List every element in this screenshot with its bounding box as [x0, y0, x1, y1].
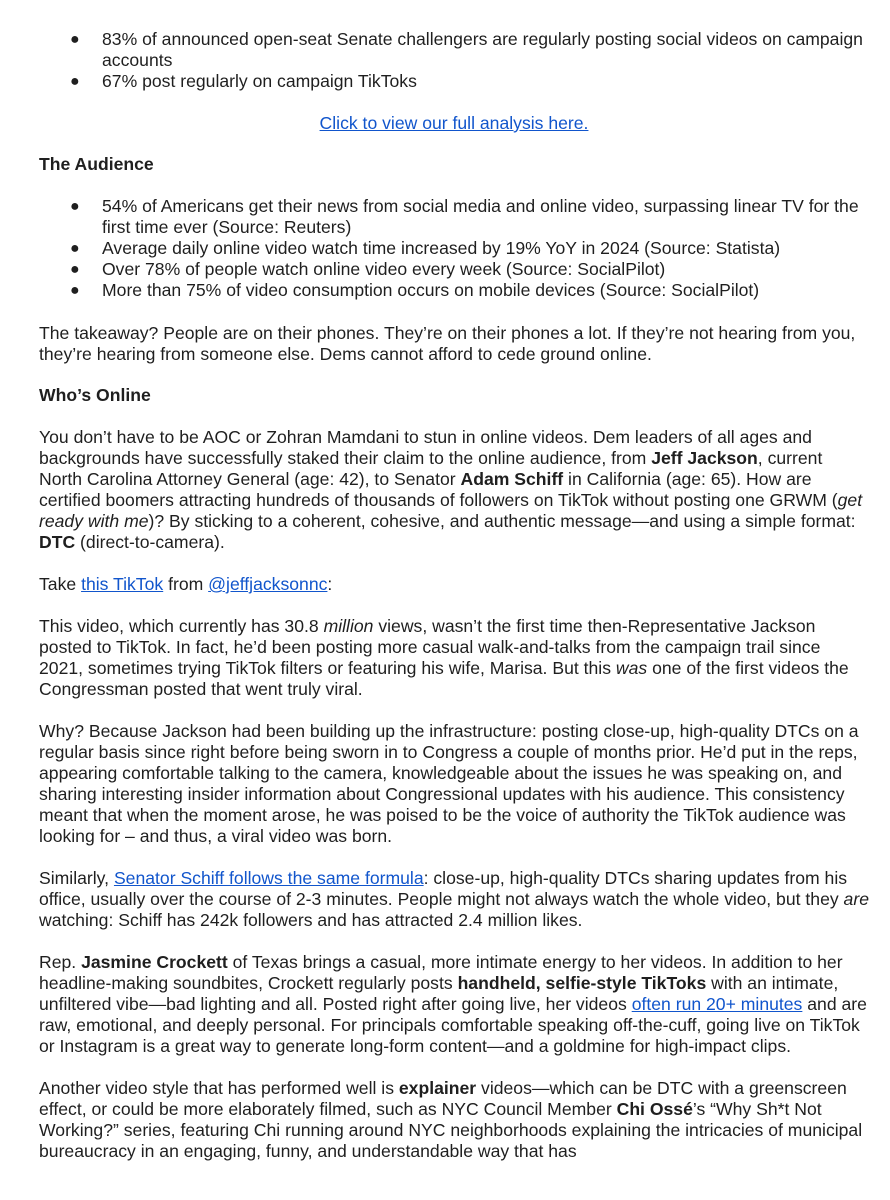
full-analysis-link[interactable]: Click to view our full analysis here.: [319, 113, 589, 133]
often-run-link[interactable]: often run 20+ minutes: [631, 994, 803, 1014]
crockett-paragraph: Rep. Jasmine Crockett of Texas brings a casual, more intimate energy to her videos. In addition to her headline-making soundbites, Crockett regularly posts handheld, selfie-style TikToks with an intimate, unfiltered vibe—bad lighting and all. Posted right after going live, her videos often run 20+ minutes and are raw, emotional, and deeply personal. For principals comfortable speaking off-the-cuff, going live on TikTok or Instagram is a great way to generate long-form content—and a goldmine for high-impact clips.: [39, 952, 867, 1056]
bullet-icon: ●: [70, 261, 80, 278]
bullet-icon: ●: [70, 240, 80, 257]
takeaway-paragraph: The takeaway? People are on their phones. They’re on their phones a lot. If they’re not hearing from you, they’re hearing from someone else. Dems cannot afford to cede ground online.: [39, 323, 856, 364]
bullet-icon: ●: [70, 31, 80, 48]
bullet-icon: ●: [70, 73, 80, 90]
list-item: ● 54% of Americans get their news from social media and online video, surpassing linear TV for the first time ever (Source: Reuters): [70, 196, 859, 237]
list-item: ● Average daily online video watch time increased by 19% YoY in 2024 (Source: Statista): [70, 238, 781, 258]
dtc-term: DTC: [39, 532, 76, 552]
this-tiktok-link[interactable]: this TikTok: [81, 574, 164, 594]
jeffjacksonnc-link[interactable]: @jeffjacksonnc: [208, 574, 328, 594]
intro-paragraph: You don’t have to be AOC or Zohran Mamdani to stun in online videos. Dem leaders of all ages and backgrounds have successfully staked their claim to the online audience, from Jeff Jackson, current North Carolina Attorney General (age: 42), to Senator Adam Schiff in California (age: 65). How are certified boomers attracting hundreds of thousands of followers on TikTok without posting one GRWM (get ready with me)? By sticking to a coherent, cohesive, and authentic message—and using a simple format: DTC (direct-to-camera).: [39, 427, 863, 552]
explainer-paragraph: Another video style that has performed well is explainer videos—which can be DTC with a greenscreen effect, or could be more elaborately filmed, such as NYC Council Member Chi Ossé’s “Why Sh*t Not Working?” series, featuring Chi running around NYC neighborhoods explaining the intricacies of municipal bureaucracy in an engaging, funny, and understandable way that has: [39, 1078, 863, 1161]
audience-list: [39, 196, 869, 301]
list-item: ● More than 75% of video consumption occurs on mobile devices (Source: SocialPilot): [70, 280, 760, 300]
schiff-paragraph: Similarly, Senator Schiff follows the same formula: close-up, high-quality DTCs sharing updates from his office, usually over the course of 2-3 minutes. People might not always watch the whole video, but they are watching: Schiff has 242k followers and has attracted 2.4 million likes.: [39, 868, 869, 930]
audience-heading: The Audience: [39, 154, 154, 174]
infrastructure-paragraph: Why? Because Jackson had been building up the infrastructure: posting close-up, high-quality DTCs on a regular basis since right before being sworn in to Congress a couple of months prior. He’d put in the reps, appearing comfortable talking to the camera, knowledgeable about the issues he was speaking on, and sharing interesting insider information about Congressional updates with his audience. This consistency meant that when the moment arose, he was poised to be the voice of authority the TikTok audience was looking for – and thus, a viral video was born.: [39, 721, 859, 846]
adam-schiff-name: Adam Schiff: [460, 469, 564, 489]
chi-osse-name: Chi Ossé: [616, 1099, 693, 1119]
whos-online-heading: Who’s Online: [39, 385, 151, 405]
senate-stats-list: [39, 29, 869, 92]
bullet-icon: ●: [70, 198, 80, 215]
bullet-icon: ●: [70, 282, 80, 299]
list-item: ● Over 78% of people watch online video every week (Source: SocialPilot): [70, 259, 666, 279]
jeff-jackson-name: Jeff Jackson: [651, 448, 758, 468]
document-content: [39, 29, 869, 1162]
analysis-link-paragraph: [39, 113, 869, 134]
viral-video-paragraph: This video, which currently has 30.8 million views, wasn’t the first time then-Representative Jackson posted to TikTok. In fact, he’d been posting more casual walk-and-talks from the campaign trail since 2021, sometimes trying TikTok filters or featuring his wife, Marisa. But this was one of the first videos the Congressman posted that went truly viral.: [39, 616, 849, 699]
take-tiktok-paragraph: Take this TikTok from @jeffjacksonnc:: [39, 574, 333, 594]
list-item: ● 67% post regularly on campaign TikToks: [70, 71, 417, 91]
schiff-formula-link[interactable]: Senator Schiff follows the same formula: [113, 868, 424, 888]
jasmine-crockett-name: Jasmine Crockett: [81, 952, 228, 972]
list-item: ● 83% of announced open-seat Senate challengers are regularly posting social videos on campaign accounts: [70, 29, 863, 70]
